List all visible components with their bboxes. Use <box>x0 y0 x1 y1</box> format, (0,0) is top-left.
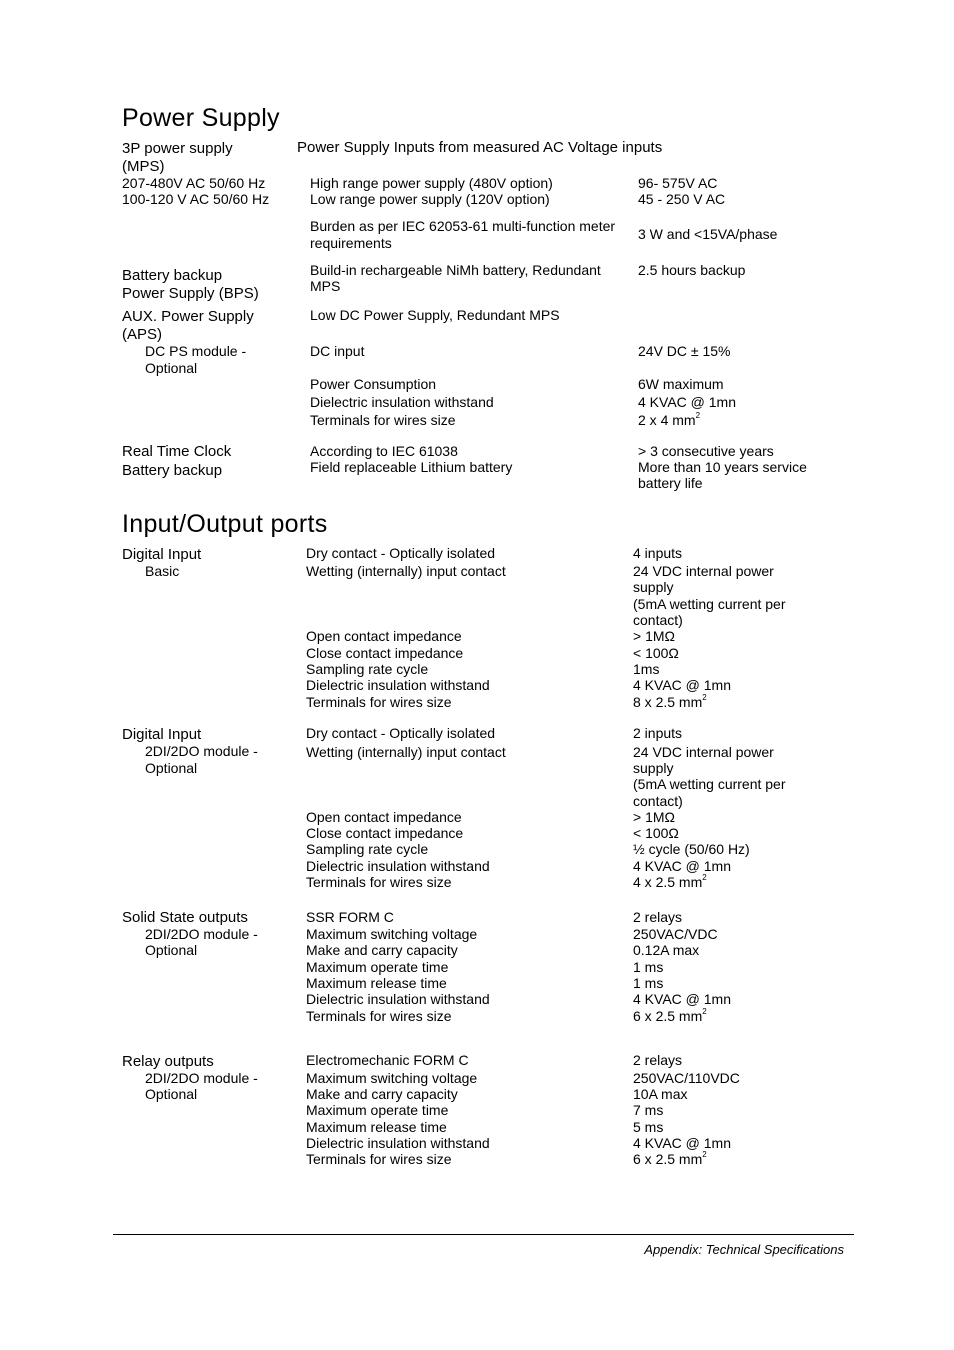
mps-burden-desc-line2: requirements <box>310 235 392 251</box>
ssr-sub-line2: Optional <box>145 942 198 958</box>
aps-terminals-value: 2 x 4 $mm^2$ <box>638 411 701 428</box>
di-module-close-impedance-value: < 100Ω <box>633 825 679 841</box>
ssr-capacity-desc: Make and carry capacity <box>306 942 458 958</box>
relay-capacity-value: 10A max <box>633 1086 688 1102</box>
mps-label-line2: (MPS) <box>122 158 165 175</box>
relay-label: Relay outputs <box>122 1053 214 1070</box>
relay-dielectric-desc: Dielectric insulation withstand <box>306 1135 490 1151</box>
relay-operate-time-desc: Maximum operate time <box>306 1102 449 1118</box>
ssr-capacity-value: 0.12A max <box>633 942 700 958</box>
di-module-dry-contact-value: 2 inputs <box>633 725 683 741</box>
bps-label-line1: Battery backup <box>122 267 223 284</box>
ssr-operate-time-desc: Maximum operate time <box>306 959 449 975</box>
di-module-wetting-desc: Wetting (internally) input contact <box>306 744 506 760</box>
ssr-release-time-desc: Maximum release time <box>306 975 447 991</box>
relay-sub-line2: Optional <box>145 1086 198 1102</box>
ssr-form-value: 2 relays <box>633 909 683 925</box>
di-basic-dry-contact-value: 4 inputs <box>633 545 683 561</box>
relay-form-value: 2 relays <box>633 1052 683 1068</box>
relay-dielectric-value: 4 KVAC @ 1mn <box>633 1135 731 1151</box>
di-module-sub-line2: Optional <box>145 760 198 776</box>
relay-switching-voltage-value: 250VAC/110VDC <box>633 1070 740 1086</box>
ssr-release-time-value: 1 ms <box>633 975 664 991</box>
aps-power-consumption-desc: Power Consumption <box>310 376 437 392</box>
di-module-dielectric-desc: Dielectric insulation withstand <box>306 858 490 874</box>
di-basic-sampling-value: 1ms <box>633 661 660 677</box>
di-module-open-impedance-value: > 1MΩ <box>633 809 675 825</box>
rtc-value-line3: battery life <box>638 475 703 491</box>
di-module-wetting-value-line1: 24 VDC internal power <box>633 744 774 760</box>
rtc-desc-line2: Field replaceable Lithium battery <box>310 459 513 475</box>
di-basic-wetting-value-line3: (5mA wetting current per <box>633 596 786 612</box>
mps-high-range-value: 96- 575V AC <box>638 175 718 191</box>
relay-sub-line1: 2DI/2DO module - <box>145 1070 258 1086</box>
rtc-value-line1: > 3 consecutive years <box>638 443 774 459</box>
di-module-sub-line1: 2DI/2DO module - <box>145 743 258 759</box>
ssr-form-desc: SSR FORM C <box>306 909 394 925</box>
di-module-terminals-value: 4 x 2.5 $mm^2$ <box>633 873 707 890</box>
di-basic-close-impedance-desc: Close contact impedance <box>306 645 464 661</box>
di-basic-terminals-desc: Terminals for wires size <box>306 694 452 710</box>
aps-sub-line2: Optional <box>145 360 198 376</box>
aps-label-line1: AUX. Power Supply <box>122 308 254 325</box>
aps-sub-line1: DC PS module - <box>145 343 247 359</box>
di-basic-wetting-value-line2: supply <box>633 579 674 595</box>
mps-sub-line1: 207-480V AC 50/60 Hz <box>122 175 266 191</box>
di-module-dry-contact-desc: Dry contact - Optically isolated <box>306 725 496 741</box>
mps-low-range-value: 45 - 250 V AC <box>638 191 726 207</box>
relay-operate-time-value: 7 ms <box>633 1102 664 1118</box>
aps-terminals-desc: Terminals for wires size <box>310 412 456 428</box>
aps-power-consumption-value: 6W maximum <box>638 376 724 392</box>
mps-low-range-desc: Low range power supply (120V option) <box>310 191 550 207</box>
di-module-label: Digital Input <box>122 726 202 743</box>
di-module-wetting-value-line2: supply <box>633 760 674 776</box>
di-basic-wetting-value-line4: contact) <box>633 612 683 628</box>
bps-desc-line1: Build-in rechargeable NiMh battery, Redundant <box>310 262 601 278</box>
aps-desc: Low DC Power Supply, Redundant MPS <box>310 307 560 323</box>
power-supply-heading: Power Supply <box>122 104 280 132</box>
relay-form-desc: Electromechanic FORM C <box>306 1052 469 1068</box>
di-basic-sub: Basic <box>145 563 180 579</box>
mps-label-line1: 3P power supply <box>122 140 233 157</box>
ssr-terminals-desc: Terminals for wires size <box>306 1008 452 1024</box>
di-module-sampling-value: ½ cycle (50/60 Hz) <box>633 841 750 857</box>
di-module-close-impedance-desc: Close contact impedance <box>306 825 464 841</box>
di-basic-wetting-value-line1: 24 VDC internal power <box>633 563 774 579</box>
di-basic-open-impedance-desc: Open contact impedance <box>306 628 462 644</box>
di-basic-dielectric-desc: Dielectric insulation withstand <box>306 677 490 693</box>
footer-text: Appendix: Technical Specifications <box>644 1242 844 1257</box>
ssr-label: Solid State outputs <box>122 909 248 926</box>
relay-switching-voltage-desc: Maximum switching voltage <box>306 1070 478 1086</box>
bps-value: 2.5 hours backup <box>638 262 746 278</box>
io-ports-heading: Input/Output ports <box>122 510 328 538</box>
mps-intro: Power Supply Inputs from measured AC Voltage inputs <box>297 139 663 156</box>
di-module-terminals-desc: Terminals for wires size <box>306 874 452 890</box>
ssr-dielectric-desc: Dielectric insulation withstand <box>306 991 490 1007</box>
relay-terminals-value: 6 x 2.5 $mm^2$ <box>633 1150 707 1167</box>
di-basic-label: Digital Input <box>122 546 202 563</box>
ssr-switching-voltage-desc: Maximum switching voltage <box>306 926 478 942</box>
rtc-desc-line1: According to IEC 61038 <box>310 443 458 459</box>
ssr-switching-voltage-value: 250VAC/VDC <box>633 926 718 942</box>
di-module-sampling-desc: Sampling rate cycle <box>306 841 429 857</box>
aps-dielectric-desc: Dielectric insulation withstand <box>310 394 494 410</box>
di-basic-dielectric-value: 4 KVAC @ 1mn <box>633 677 731 693</box>
mps-burden-value: 3 W and <15VA/phase <box>638 226 778 242</box>
aps-dc-input-value: 24V DC ± 15% <box>638 343 731 359</box>
relay-release-time-desc: Maximum release time <box>306 1119 447 1135</box>
footer-rule <box>113 1234 854 1235</box>
di-basic-open-impedance-value: > 1MΩ <box>633 628 675 644</box>
relay-capacity-desc: Make and carry capacity <box>306 1086 458 1102</box>
ssr-terminals-value: 6 x 2.5 $mm^2$ <box>633 1007 707 1024</box>
rtc-value-line2: More than 10 years service <box>638 459 807 475</box>
di-basic-wetting-desc: Wetting (internally) input contact <box>306 563 506 579</box>
rtc-label-line2: Battery backup <box>122 462 223 479</box>
mps-burden-desc-line1: Burden as per IEC 62053-61 multi-function meter <box>310 218 616 234</box>
di-basic-terminals-value: 8 x 2.5 $mm^2$ <box>633 693 707 710</box>
di-basic-sampling-desc: Sampling rate cycle <box>306 661 429 677</box>
di-basic-close-impedance-value: < 100Ω <box>633 645 679 661</box>
di-module-wetting-value-line4: contact) <box>633 793 683 809</box>
rtc-label-line1: Real Time Clock <box>122 443 232 460</box>
bps-label-line2: Power Supply (BPS) <box>122 285 259 302</box>
di-module-wetting-value-line3: (5mA wetting current per <box>633 776 786 792</box>
aps-dc-input-desc: DC input <box>310 343 365 359</box>
aps-label-line2: (APS) <box>122 326 163 343</box>
bps-desc-line2: MPS <box>310 278 341 294</box>
mps-sub-line2: 100-120 V AC 50/60 Hz <box>122 191 270 207</box>
ssr-dielectric-value: 4 KVAC @ 1mn <box>633 991 731 1007</box>
mps-high-range-desc: High range power supply (480V option) <box>310 175 553 191</box>
relay-terminals-desc: Terminals for wires size <box>306 1151 452 1167</box>
ssr-operate-time-value: 1 ms <box>633 959 664 975</box>
ssr-sub-line1: 2DI/2DO module - <box>145 926 258 942</box>
di-module-open-impedance-desc: Open contact impedance <box>306 809 462 825</box>
aps-dielectric-value: 4 KVAC @ 1mn <box>638 394 736 410</box>
di-module-dielectric-value: 4 KVAC @ 1mn <box>633 858 731 874</box>
di-basic-dry-contact-desc: Dry contact - Optically isolated <box>306 545 496 561</box>
relay-release-time-value: 5 ms <box>633 1119 664 1135</box>
